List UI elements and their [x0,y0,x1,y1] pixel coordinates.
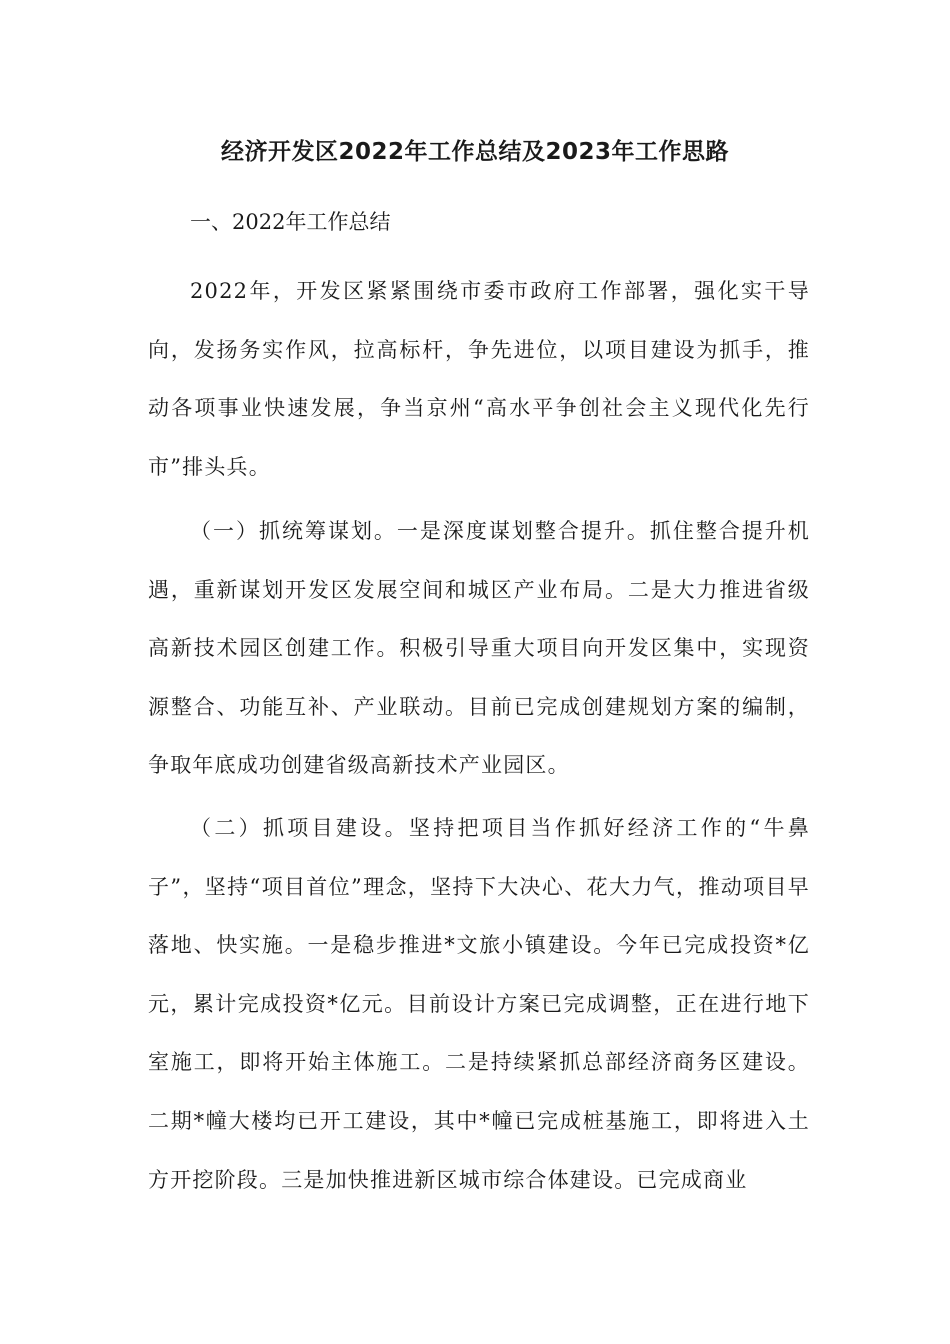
section-heading: 一、2022年工作总结 [190,210,391,234]
paragraph-summary-intro: 2022年，开发区紧紧围绕市委市政府工作部署，强化实干导向，发扬务实作风，拉高标杆，争先进位，以项目建设为抓手，推动各项事业快速发展，争当京州“高水平争创社会主义现代化先行市”排头兵。 [148,279,810,479]
document-title: 经济开发区2022年工作总结及2023年工作思路 [220,139,730,165]
paragraph-project-construction: （二）抓项目建设。坚持把项目当作抓好经济工作的“牛鼻子”，坚持“项目首位”理念，坚持下大决心、花大力气，推动项目早落地、快实施。一是稳步推进*文旅小镇建设。今年已完成投资*亿元，累计完成投资*亿元。目前设计方案已完成调整，正在进行地下室施工，即将开始主体施工。二是持续紧抓总部经济商务区建设。二期*幢大楼均已开工建设，其中*幢已完成桩基施工，即将进入土方开挖阶段。三是加快推进新区城市综合体建设。已完成商业 [148,816,810,1192]
paragraph-planning: （一）抓统筹谋划。一是深度谋划整合提升。抓住整合提升机遇，重新谋划开发区发展空间和城区产业布局。二是大力推进省级高新技术园区创建工作。积极引导重大项目向开发区集中，实现资源整合、功能互补、产业联动。目前已完成创建规划方案的编制，争取年底成功创建省级高新技术产业园区。 [148,519,810,778]
